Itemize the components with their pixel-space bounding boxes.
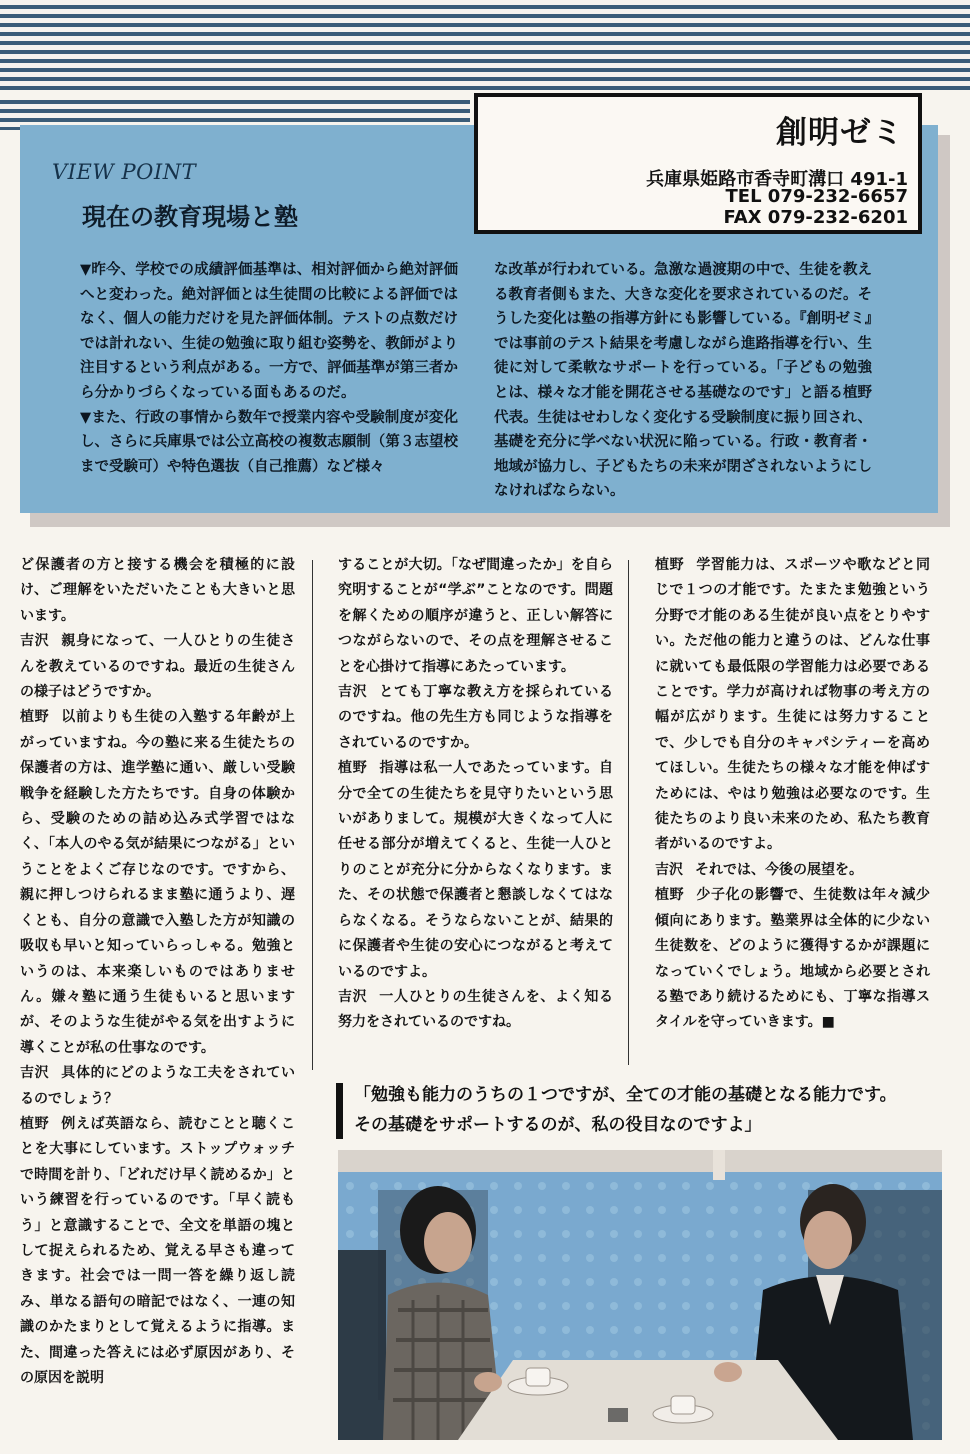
dialogue-text: 以前よりも生徒の入塾する年齢が上がっていますね。今の塾に来る生徒たちの保護者の方は、進学塾に通い、厳しい受験戦争を経験した方たちです。自身の体験から、受験のための詰め込み式学習ではなく、「本人のやる気が結果につながる」ということをよくご存じなのです。ですから、親に押しつけられるまま塾に通うより、遅くとも、自分の意識で入塾した方が知識の吸収も早いと知っていらっしゃる。勉強というのは、本来楽しいものではありません。嫌々塾に通う生徒もいると思いますが、そのような生徒がやる気を出すように導くことが私の仕事なのです。 [20, 709, 296, 1056]
viewpoint-column-left [80, 258, 458, 479]
dialogue-paragraph [655, 553, 930, 858]
dialogue-paragraph [338, 680, 613, 756]
speaker-name: 吉沢 [338, 684, 368, 701]
dialogue-text: 例えば英語なら、読むことと聴くことを大事にしています。ストップウォッチで時間を計り、「どれだけ早く読めるか」という練習を行っているのです。「早く読もう」と意識することで、全文を単語の塊として捉えられるため、覚える早さも違ってきます。社会では一問一答を繰り返し読み、単なる語句の暗記ではなく、一連の知識のかたまりとして覚えるように指導。また、間違った答えには必ず原因があり、その原因を説明 [20, 1115, 296, 1386]
page-title: 現在の教育現場と塾 [82, 203, 298, 231]
speaker-name: 吉沢 [655, 861, 683, 878]
interview-photo [338, 1150, 942, 1440]
dialogue-text: とても丁寧な教え方を採られているのですね。他の先生方も同じような指導をされているのですか。 [338, 684, 614, 751]
quote-bar [336, 1083, 343, 1139]
dialogue-paragraph [655, 858, 930, 883]
dialogue-paragraph [338, 985, 613, 1036]
interview-column-2 [338, 553, 613, 1036]
speaker-name: 吉沢 [20, 633, 50, 650]
school-tel: TEL 079-232-6657 [725, 186, 908, 207]
dialogue-paragraph [20, 1112, 295, 1391]
school-info-box [474, 93, 922, 234]
dialogue-paragraph [338, 756, 613, 985]
school-address: 兵庫県姫路市香寺町溝口 491-1 [646, 169, 908, 190]
section-label: VIEW POINT [52, 160, 197, 184]
school-name: 創明ゼミ [776, 115, 904, 151]
speaker-name: 植野 [655, 557, 685, 573]
quote-line: 「勉強も能力のうちの１つですが、全ての才能の基礎となる能力です。 [354, 1085, 897, 1105]
speaker-name: 植野 [20, 1115, 50, 1132]
viewpoint-column-right [494, 258, 872, 504]
school-fax: FAX 079-232-6201 [723, 207, 908, 228]
dialogue-paragraph [20, 553, 295, 629]
speaker-name: 植野 [20, 709, 50, 726]
end-mark: ■ [821, 1014, 835, 1031]
dialogue-paragraph [20, 705, 295, 1061]
dialogue-text: 具体的にどのような工夫をされているのでしょう？ [20, 1065, 296, 1107]
dialogue-text: 親身になって、一人ひとりの生徒さんを教えているのですね。最近の生徒さんの様子はどうですか。 [20, 633, 295, 701]
dialogue-text: それでは、今後の展望を。 [695, 861, 863, 878]
dialogue-text: 学習能力は、スポーツや歌などと同じで１つの才能です。たまたま勉強という分野で才能のある生徒が良い点をとりやすい。ただ他の能力と違うのは、どんな仕事に就いても最低限の学習能力は必要であることです。学力が高ければ物事の考え方の幅が広がります。生徒には努力することで、少しでも自分のキャパシティーを高めてほしい。生徒たちの様々な才能を伸ばすためには、やはり勉強は必要なのです。生徒たちのより良い未来のため、私たち教育者がいるのですよ。 [655, 557, 930, 853]
speaker-name: 植野 [655, 887, 685, 904]
interview-column-3 [655, 553, 930, 1036]
header-stripes [0, 0, 970, 95]
column-divider [312, 560, 313, 1070]
dialogue-text: ど保護者の方と接する機会を積極的に設け、ご理解をいただいたことも大きいと思います。 [20, 557, 295, 624]
dialogue-text: 指導は私一人であたっています。自分で全ての生徒たちを見守りたいという思いがありまして。規模が大きくなって人に任せる部分が増えてくると、生徒一人ひとりのことが充分に分からなくなります。また、その状態で保護者と懇談しなくてはならなくなる。そうならないことが、結果的に保護者や生徒の安心につながると考えているのですよ。 [338, 760, 614, 980]
dialogue-paragraph [338, 553, 613, 680]
dialogue-paragraph [655, 883, 930, 1035]
speaker-name: 植野 [338, 760, 368, 777]
dialogue-text: 少子化の影響で、生徒数は年々減少傾向にあります。塾業界は全体的に少ない生徒数を、どのように獲得するかが課題になっていくでしょう。地域から必要とされる塾であり続けるためにも、丁寧な指導スタイルを守っていきます。 [655, 887, 930, 1031]
dialogue-text: 一人ひとりの生徒さんを、よく知る努力をされているのですね。 [338, 988, 614, 1031]
speaker-name: 吉沢 [20, 1065, 50, 1082]
viewpoint-paragraph: な改革が行われている。急激な過渡期の中で、生徒を教える教育者側もまた、大きな変化を要求されているのだ。そうした変化は塾の指導方針にも影響している。『創明ゼミ』では事前のテスト結果を考慮しながら進路指導を行い、生徒に対して柔軟なサポートを行っている。「子どもの勉強とは、様々な才能を開花させる基礎なのです」と語る植野代表。生徒はせわしなく変化する受験制度に振り回され、基礎を充分に学べない状況に陥っている。行政・教育者・地域が協力し、子どもたちの未来が閉ざされないようにしなければならない。 [494, 262, 872, 500]
interview-column-1 [20, 553, 295, 1391]
interview-photo-illustration [338, 1150, 942, 1440]
pull-quote [354, 1080, 944, 1140]
dialogue-text: することが大切。「なぜ間違ったか」を自ら究明することが“学ぶ”ことなのです。問題を解くための順序が違うと、正しい解答につながらないので、その点を理解させることを心掛けて指導にあたっています。 [338, 557, 613, 675]
column-divider [628, 560, 629, 1065]
viewpoint-paragraph: ▼また、行政の事情から数年で授業内容や受験制度が変化し、さらに兵庫県では公立高校の複数志願制（第３志望校まで受験可）や特色選抜（自己推薦）など様々 [80, 409, 458, 475]
viewpoint-paragraph: ▼昨今、学校での成績評価基準は、相対評価から絶対評価へと変わった。絶対評価とは生徒間の比較による評価ではなく、個人の能力だけを見た評価体制。テストの点数だけでは計れない、生徒の勉強に取り組む姿勢を、教師がより注目するという利点がある。一方で、評価基準が第三者から分かりづらくなっている面もあるのだ。 [80, 262, 458, 401]
dialogue-paragraph [20, 629, 295, 705]
dialogue-paragraph [20, 1061, 295, 1112]
speaker-name: 吉沢 [338, 988, 368, 1005]
quote-line: その基礎をサポートするのが、私の役目なのですよ」 [354, 1115, 762, 1135]
